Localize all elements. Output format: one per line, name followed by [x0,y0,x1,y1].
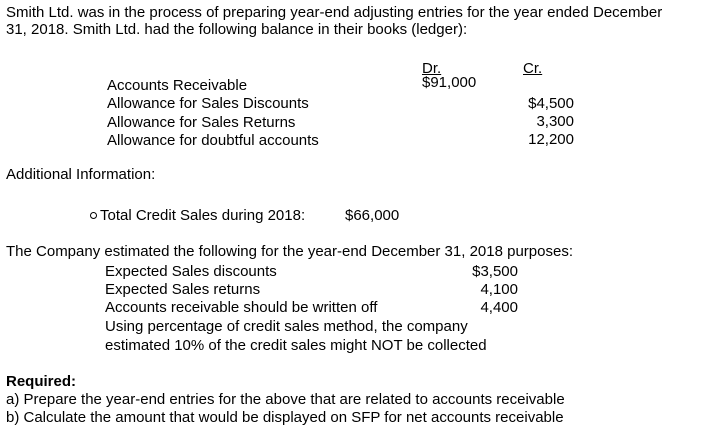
estimate-note-line-1: Using percentage of credit sales method, the company [105,318,468,335]
ledger-row-label: Accounts Receivable [107,77,248,94]
estimate-note-line-2: estimated 10% of the credit sales might NOT be collected [105,337,487,354]
required-heading: Required: [6,373,77,390]
estimate-item-value: $3,500 [472,263,518,280]
estimate-item-label: Expected Sales returns [105,281,261,298]
ledger-row-label: Allowance for Sales Discounts [107,95,309,112]
required-item-a: a) Prepare the year-end entries for the above that are related to accounts receivable [6,391,565,408]
estimate-item-value: 4,100 [480,281,518,298]
ledger-row-cr: $4,500 [528,95,574,112]
credit-sales-value: $66,000 [345,207,400,224]
ledger-row-cr: 12,200 [528,131,574,148]
estimate-item-value: 4,400 [480,299,518,316]
ledger-row-label: Allowance for Sales Returns [107,114,296,131]
estimate-item-label: Accounts receivable should be written off [105,299,378,316]
ledger-row-dr: $91,000 [422,74,477,91]
intro-line-2: 31, 2018. Smith Ltd. had the following balance in their books (ledger): [6,21,468,38]
required-item-b: b) Calculate the amount that would be displayed on SFP for net accounts receivable [6,409,564,426]
bullet-icon [90,212,97,219]
ledger-cr-header: Cr. [523,60,543,77]
estimate-item-label: Expected Sales discounts [105,263,277,280]
ledger-row-cr: 3,300 [536,113,574,130]
additional-heading: Additional Information: [6,166,156,183]
intro-line-1: Smith Ltd. was in the process of preparing year-end adjusting entries for the year ended December [6,4,663,21]
credit-sales-label: Total Credit Sales during 2018: [100,207,306,224]
estimates-intro: The Company estimated the following for the year-end December 31, 2018 purposes: [6,243,573,260]
ledger-dr-header: Dr. [422,60,442,77]
ledger-row-label: Allowance for doubtful accounts [107,132,319,149]
